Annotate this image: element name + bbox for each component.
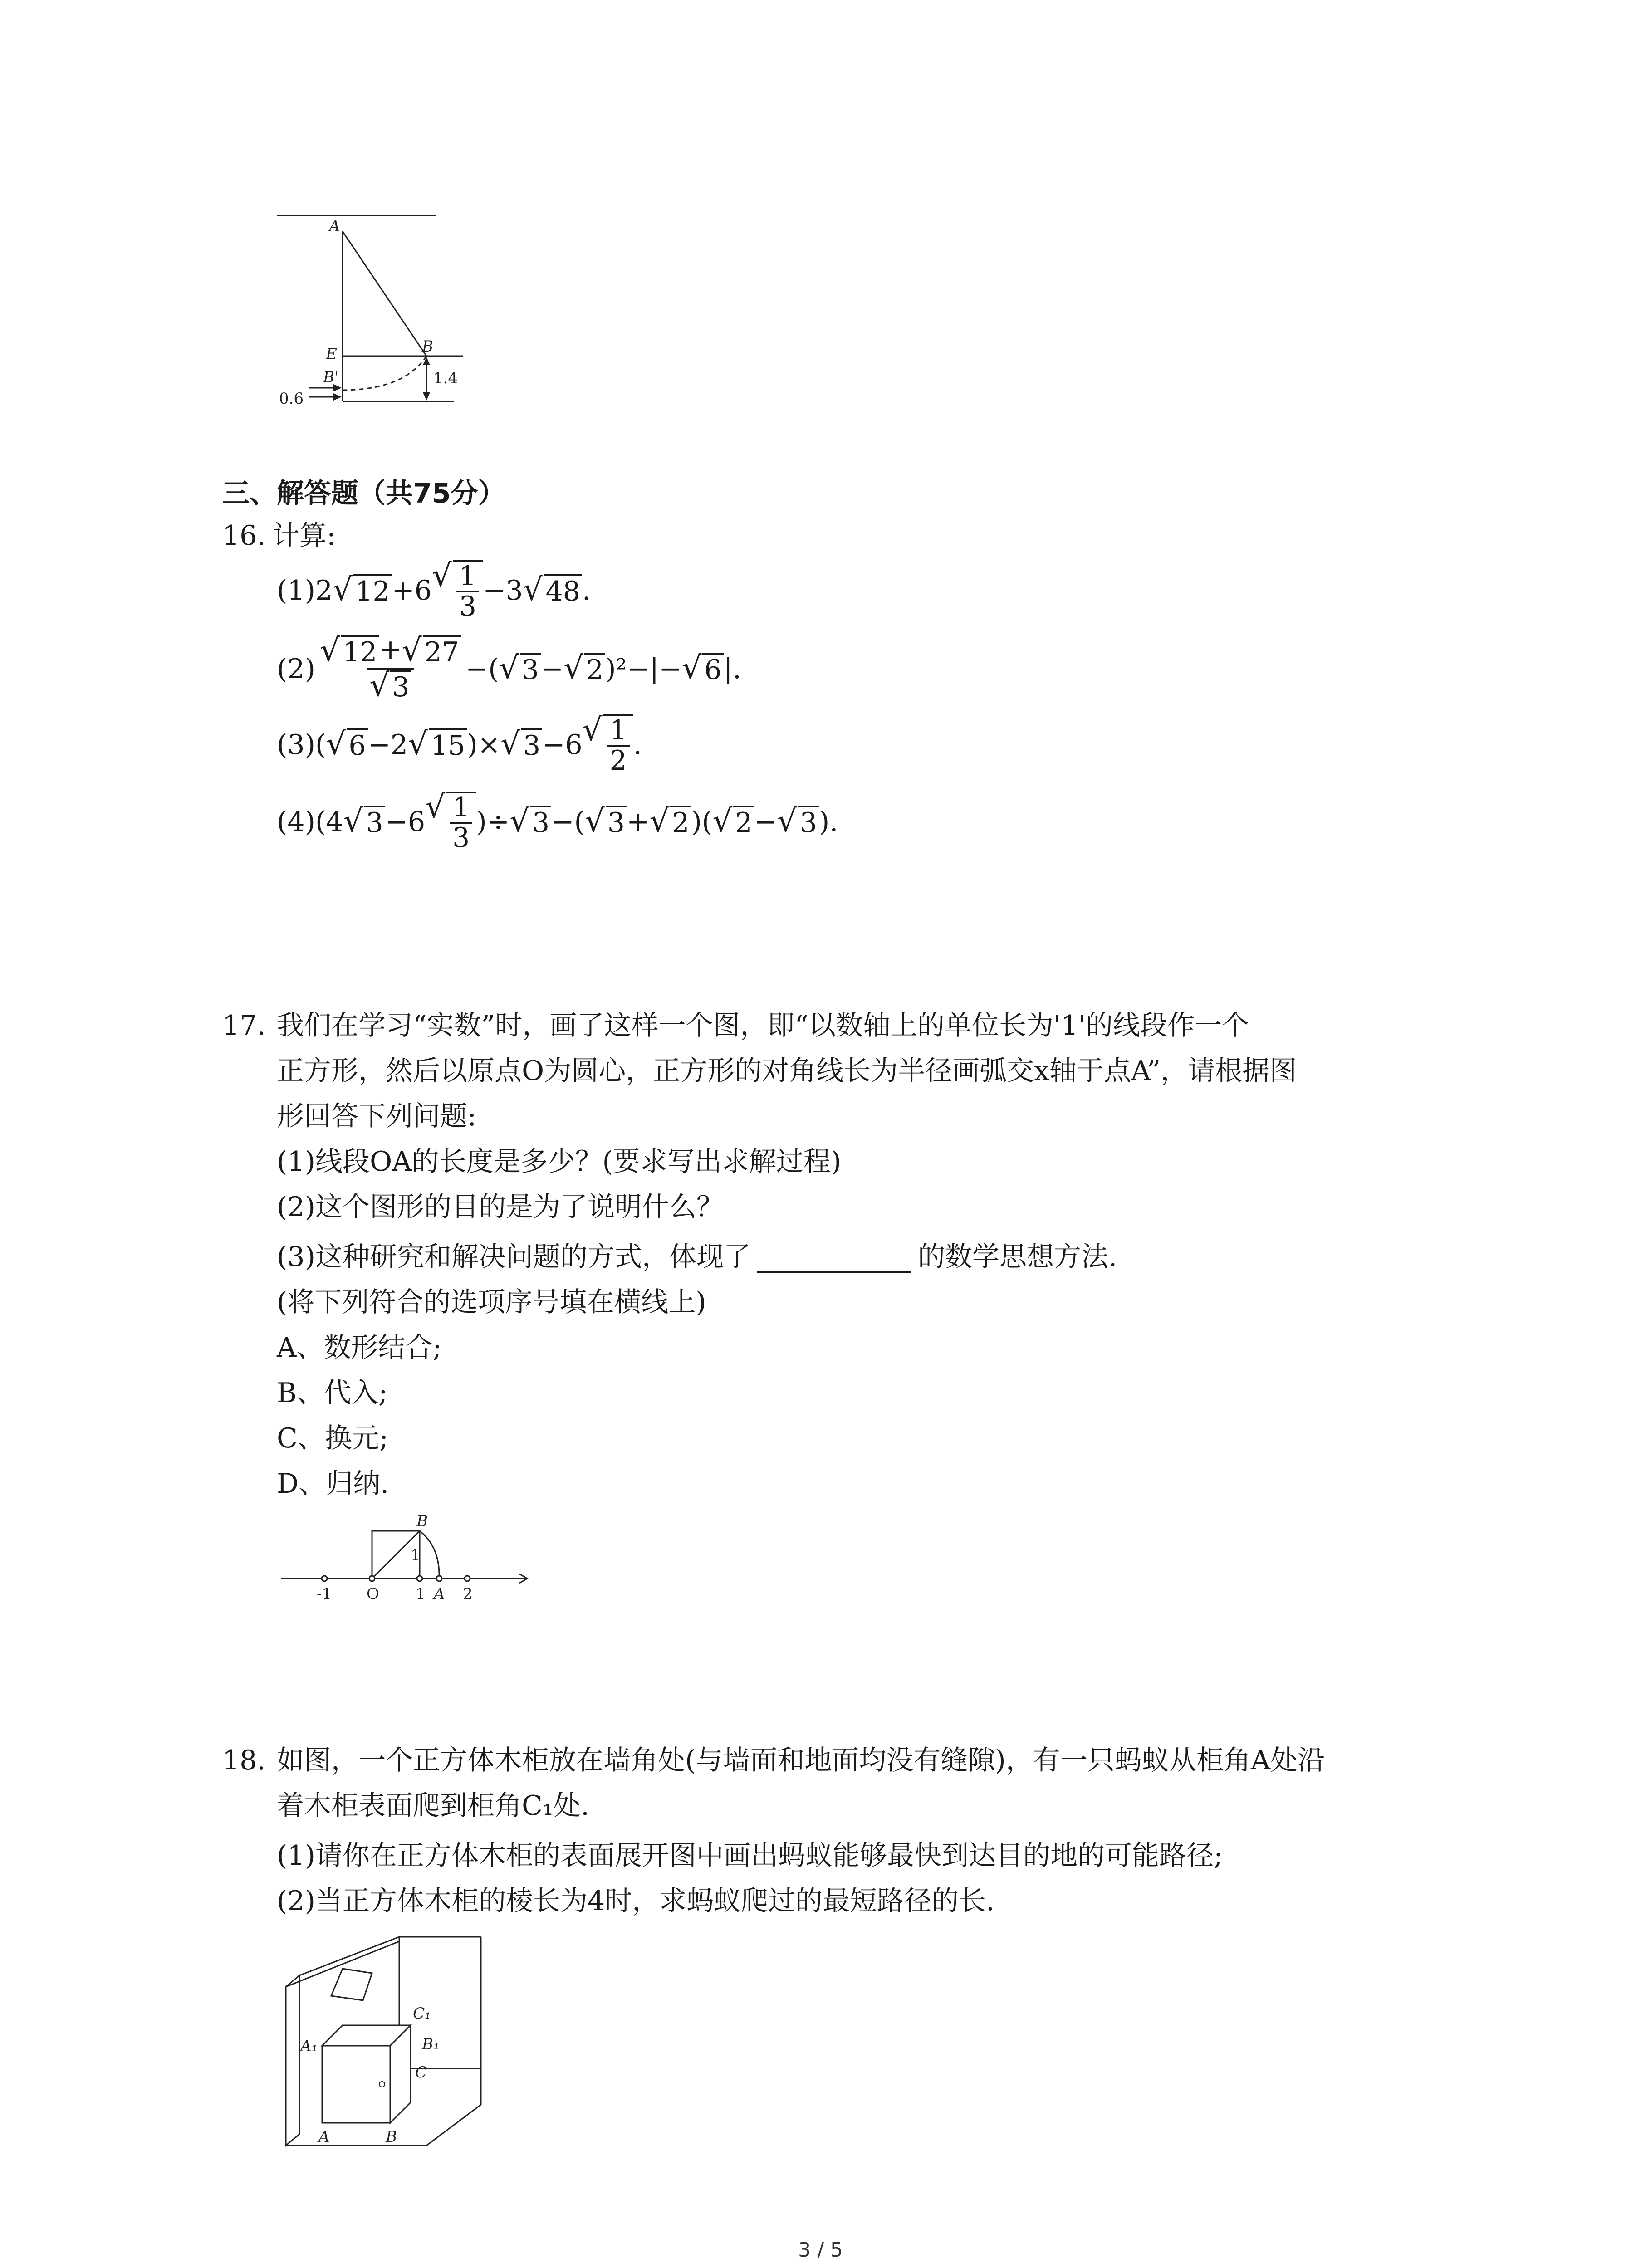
arrow-left-head [333,393,342,401]
tick-1 [417,1576,422,1581]
label-B-prime: B' [323,368,339,386]
q16p2-prefix: (2) [277,653,315,685]
q17-number: 17. [222,1010,266,1041]
wall-left [286,1975,299,2146]
q17-sub2: (2)这个图形的目的是为了说明什么？ [277,1191,724,1223]
q16p1-prefix: (1)2 [277,575,333,606]
q16-part2: (2) √ 12 + √ 27 √ 3 −( √ 3 − √ 2 )²−|− √ 6 |. [277,632,741,704]
label-side-1: 1 [411,1546,421,1564]
number-line-figure [272,1510,535,1610]
dim-label-right: 1.4 [433,369,458,387]
tick-label-2: 2 [463,1585,473,1603]
rope-AB [343,231,426,356]
tick-label-A: A [434,1585,445,1603]
q18-line1: 如图，一个正方体木柜放在墙角处(与墙面和地面均没有缝隙)，有一只蚂蚁从柜角A处沿 [277,1745,1325,1776]
arrow-down-head [423,392,430,401]
q16-part3: (3)( √ 6 −2 √ 15 )× √ 3 −6 √ $\frac{1}{2}$ . [277,712,642,777]
floor-right [426,2105,481,2146]
tick-label-O: O [367,1585,379,1603]
dim-label-left: 0.6 [279,390,304,408]
section-title: 三、解答题（共75分） [222,478,505,509]
label-B: B [422,337,433,356]
radical: √ $\frac{1}{3}$ [432,560,483,621]
q17-line1: 我们在学习“实数”时，画了这样一个图，即“以数轴上的单位长为'1'的线段作一个 [277,1010,1249,1041]
label-C1: C₁ [413,2004,431,2023]
q17-line3: 形回答下列问题: [277,1100,477,1132]
swing-figure [272,200,463,417]
wall-top-edge [286,1941,399,1987]
q17-note: (将下列符合的选项序号填在横线上) [277,1286,706,1318]
label-A: A [318,2128,330,2146]
arc-BA [420,1531,439,1579]
arrow-up-head [423,357,430,365]
radical: √ 48 [523,574,582,607]
label-B1: B₁ [422,2035,440,2053]
q17-line2: 正方形，然后以原点O为圆心，正方形的对角线长为半径画弧交x轴于点A”，请根据图 [277,1055,1297,1087]
q16-title: 计算: [272,520,336,552]
cube-corner-figure [277,1932,495,2150]
tick-O [369,1576,375,1581]
q16p1-minus3: −3 [483,575,523,606]
q16-number: 16. [222,520,266,552]
q18-line2: 着木柜表面爬到柜角C₁处. [277,1790,590,1822]
tick-label-neg1: -1 [317,1585,332,1603]
q17-option-A: A、数形结合; [277,1332,442,1364]
label-A1: A₁ [300,2037,318,2055]
q18-sub2: (2)当正方体木柜的棱长为4时，求蚂蚁爬过的最短路径的长. [277,1885,995,1917]
q18-sub1: (1)请你在正方体木柜的表面展开图中画出蚂蚁能够最快到达目的地的可能路径; [277,1840,1223,1872]
q17-option-B: B、代入; [277,1377,388,1409]
label-B: B [386,2128,397,2146]
q17-sub3: (3)这种研究和解决问题的方式，体现了 的数学思想方法. [277,1241,1117,1273]
wall-picture [331,1969,372,2000]
tick-2 [465,1576,470,1581]
label-A: A [329,217,340,235]
arc-BB-prime [343,356,426,390]
q17-option-D: D、归纳. [277,1468,389,1500]
label-E: E [326,345,337,363]
q16p2-fraction: √ 12 + √ 27 √ 3 [317,635,464,703]
label-B: B [416,1512,428,1530]
q17-option-C: C、换元; [277,1422,389,1454]
answer-blank[interactable] [757,1248,911,1273]
label-C: C [415,2063,427,2082]
q16p1-plus6: +6 [392,575,432,606]
q18-number: 18. [222,1745,266,1776]
cube-front [322,2046,390,2123]
radical: √ 12 [333,574,392,607]
tick-neg1 [322,1576,327,1581]
q16-part4: (4)(4 √ 3 −6 √ $\frac{1}{3}$ )÷ √ 3 −( √ 3 + √ 2 )( √ 2 − √ 3 ). [277,789,838,854]
page-number: 3 / 5 [798,2239,843,2262]
q16-part1: (1)2 √ 12 +6 √ $\frac{1}{3}$ −3 √ 48 . [277,557,591,622]
tick-label-1: 1 [416,1585,426,1603]
q17-sub1: (1)线段OA的长度是多少？(要求写出求解过程) [277,1146,842,1178]
tick-A [436,1576,442,1581]
